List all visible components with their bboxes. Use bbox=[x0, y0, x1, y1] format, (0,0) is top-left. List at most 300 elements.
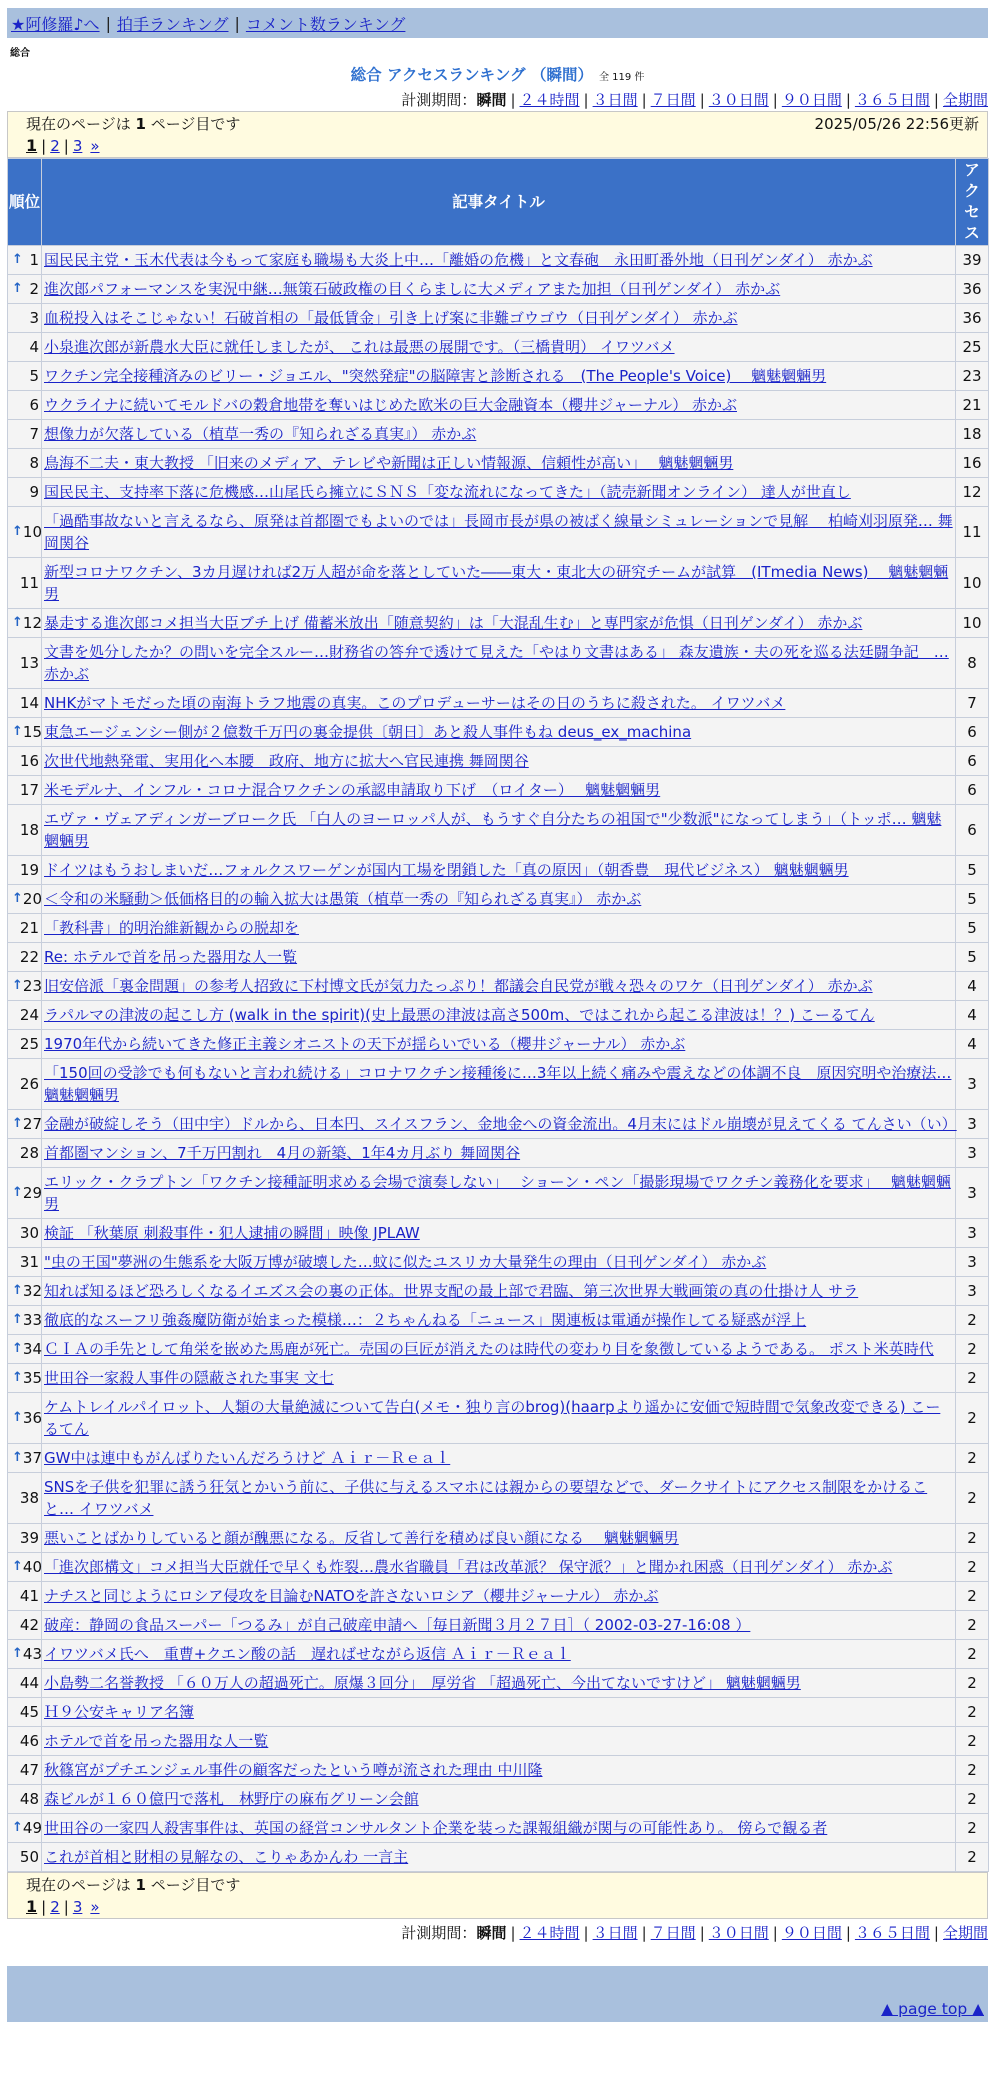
access-count: 2 bbox=[956, 1393, 988, 1443]
rank-cell bbox=[8, 1219, 41, 1247]
title-cell bbox=[42, 304, 955, 332]
page-title bbox=[7, 64, 988, 89]
table-row bbox=[8, 1335, 988, 1363]
rank-cell bbox=[8, 1582, 41, 1610]
table-row bbox=[8, 1393, 988, 1443]
rank-number: 43 bbox=[22, 1645, 42, 1663]
period-separator: | bbox=[583, 91, 589, 109]
period-link-5[interactable]: ９０日間 bbox=[781, 1924, 842, 1942]
rank-cell bbox=[8, 507, 41, 557]
arrow-up-icon: ↑ bbox=[12, 1410, 23, 1425]
period-label: 計測期間： bbox=[401, 1924, 477, 1942]
rank-cell bbox=[8, 1473, 41, 1523]
current-page-text: 現在のページは 1 ページ目です bbox=[26, 1876, 241, 1894]
table-row bbox=[8, 478, 988, 506]
period-separator: | bbox=[845, 91, 851, 109]
arrow-up-icon: ↑ bbox=[12, 615, 23, 630]
table-row bbox=[8, 609, 988, 637]
article-link[interactable]: 首都圏マンション、7千万円割れ 4月の新築、1年4カ月ぶり 舞岡関谷 bbox=[44, 1144, 521, 1162]
article-link[interactable]: 破産：静岡の食品スーパー「つるみ」が自己破産申請へ［毎日新聞３月２７日］（ 2002-03-27-16:08 ） bbox=[44, 1616, 751, 1634]
title-cell bbox=[42, 1669, 955, 1697]
period-separator: | bbox=[699, 91, 705, 109]
rank-cell bbox=[8, 1785, 41, 1813]
arrow-up-icon: ↑ bbox=[12, 1559, 23, 1574]
page-next-link[interactable]: » bbox=[90, 137, 100, 155]
article-link[interactable]: ＜令和の米騒動＞低価格目的の輸入拡大は愚策（植草一秀の『知られざる真実』） 赤かぶ bbox=[44, 890, 642, 908]
rank-number: 2 bbox=[29, 280, 39, 298]
article-link[interactable]: 徹底的なスーフリ強姦魔防衛が始まった模様…：２ちゃんねる「ニュース」関連板は電通が操作してる疑惑が浮上 bbox=[44, 1311, 807, 1329]
title-cell bbox=[42, 1306, 955, 1334]
article-link[interactable]: ドイツはもうおしまいだ…フォルクスワーゲンが国内工場を閉鎖した「真の原因」（朝香豊 現代ビジネス） 魑魅魍魎男 bbox=[44, 861, 849, 879]
rank-number: 10 bbox=[22, 523, 42, 541]
period-link-3[interactable]: ７日間 bbox=[650, 91, 696, 109]
arrow-up-icon: ↑ bbox=[12, 524, 23, 539]
article-link[interactable]: 悪いことばかりしていると顔が醜悪になる。反省して善行を積めば良い顔になる 魑魅魍魎男 bbox=[44, 1529, 679, 1547]
access-count: 6 bbox=[956, 805, 988, 855]
table-row bbox=[8, 333, 988, 361]
period-link-5[interactable]: ９０日間 bbox=[781, 91, 842, 109]
arrow-up-icon: ↑ bbox=[12, 724, 23, 739]
article-link[interactable]: ホテルで首を吊った器用な人一覧 bbox=[44, 1732, 269, 1750]
period-link-2[interactable]: ３日間 bbox=[592, 1924, 638, 1942]
access-count: 3 bbox=[956, 1059, 988, 1109]
period-link-3[interactable]: ７日間 bbox=[650, 1924, 696, 1942]
arrow-up-icon: ↑ bbox=[12, 281, 23, 296]
rank-number: 16 bbox=[19, 752, 39, 770]
rank-number: 1 bbox=[29, 251, 39, 269]
title-cell bbox=[42, 805, 955, 855]
rank-cell bbox=[8, 1553, 41, 1581]
rank-number: 25 bbox=[19, 1035, 39, 1053]
title-cell bbox=[42, 420, 955, 448]
arrow-up-icon: ↑ bbox=[12, 1370, 23, 1385]
title-cell bbox=[42, 1393, 955, 1443]
article-link[interactable]: 米モデルナ、インフル・コロナ混合ワクチンの承認申請取り下げ （ロイター） 魑魅魍魎男 bbox=[44, 781, 661, 799]
access-count: 2 bbox=[956, 1727, 988, 1755]
period-separator: | bbox=[510, 1924, 516, 1942]
table-row bbox=[8, 246, 988, 274]
table-row bbox=[8, 943, 988, 971]
rank-number: 42 bbox=[19, 1616, 39, 1634]
title-cell bbox=[42, 1698, 955, 1726]
table-row bbox=[8, 362, 988, 390]
rank-cell bbox=[8, 1756, 41, 1784]
title-cell bbox=[42, 507, 955, 557]
page-separator: | bbox=[63, 137, 69, 155]
table-row bbox=[8, 1640, 988, 1668]
article-link[interactable]: 金融が破綻しそう（田中宇）ドルから、日本円、スイスフラン、金地金への資金流出。4月末にはドル崩壊が見えてくる てんさい（い） bbox=[44, 1115, 957, 1133]
access-count: 5 bbox=[956, 914, 988, 942]
rank-cell bbox=[8, 1698, 41, 1726]
article-link[interactable]: 小泉進次郎が新農水大臣に就任しましたが、 これは最悪の展開です。（三橋貴明） イワツバメ bbox=[44, 338, 675, 356]
access-count: 3 bbox=[956, 1168, 988, 1218]
period-link-1[interactable]: ２４時間 bbox=[519, 91, 580, 109]
access-count: 2 bbox=[956, 1582, 988, 1610]
table-row bbox=[8, 507, 988, 557]
rank-number: 46 bbox=[19, 1732, 39, 1750]
title-cell bbox=[42, 1582, 955, 1610]
article-link[interactable]: 新型コロナワクチン、3カ月遅ければ2万人超が命を落としていた――東大・東北大の研究チームが試算 (ITmedia News) 魑魅魍魎男 bbox=[44, 563, 949, 603]
rank-cell bbox=[8, 1277, 41, 1305]
title-cell bbox=[42, 689, 955, 717]
nav-separator: | bbox=[105, 13, 111, 33]
title-cell bbox=[42, 391, 955, 419]
access-count: 2 bbox=[956, 1611, 988, 1639]
article-link[interactable]: 秋篠宮がプチエンジェル事件の顧客だったという噂が流された理由 中川隆 bbox=[44, 1761, 543, 1779]
title-cell bbox=[42, 1219, 955, 1247]
access-count: 2 bbox=[956, 1669, 988, 1697]
title-cell bbox=[42, 1843, 955, 1871]
title-cell bbox=[42, 1059, 955, 1109]
article-link[interactable]: 「教科書」的明治維新観からの脱却を bbox=[44, 919, 300, 937]
period-link-1[interactable]: ２４時間 bbox=[519, 1924, 580, 1942]
article-link[interactable]: これが首相と財相の見解なの、こりゃあかんわ 一言主 bbox=[44, 1848, 409, 1866]
article-link[interactable]: 東急エージェンシー側が２億数千万円の裏金提供〔朝日〕あと殺人事件もね deus_ex_machina bbox=[44, 723, 692, 741]
rank-cell bbox=[8, 1168, 41, 1218]
rank-cell bbox=[8, 1364, 41, 1392]
access-count: 4 bbox=[956, 1001, 988, 1029]
title-cell bbox=[42, 1640, 955, 1668]
title-cell bbox=[42, 1335, 955, 1363]
updated-timestamp: 2025/05/26 22:56更新 bbox=[814, 115, 979, 133]
article-link[interactable]: 文書を処分したか？の問いを完全スルー…財務省の答弁で透けて見えた「やはり文書はある」 森友遺族・夫の死を巡る法廷闘争記 … 赤かぶ bbox=[44, 643, 949, 683]
title-cell bbox=[42, 1727, 955, 1755]
article-link[interactable]: GW中は連中もがんばりたいんだろうけど Ａｉｒ－Ｒｅａｌ bbox=[44, 1449, 451, 1467]
ranking-table bbox=[7, 158, 989, 1872]
page-title-text: 総合 アクセスランキング （瞬間） bbox=[350, 66, 593, 84]
table-row bbox=[8, 1001, 988, 1029]
header-access: アクセス bbox=[956, 159, 988, 245]
article-link[interactable]: 森ビルが１６０億円で落札 林野庁の麻布グリーン会館 bbox=[44, 1790, 419, 1808]
title-cell bbox=[42, 1473, 955, 1523]
rank-cell bbox=[8, 1001, 41, 1029]
article-link[interactable]: "虫の王国"夢洲の生態系を大阪万博が破壊した…蚊に似たユスリカ大量発生の理由（日刊ゲンダイ） 赤かぶ bbox=[44, 1253, 767, 1271]
rank-cell bbox=[8, 914, 41, 942]
article-link[interactable]: 暴走する進次郎コメ担当大臣ブチ上げ 備蓄米放出「随意契約」は「大混乱生む」と専門家が危惧（日刊ゲンダイ） 赤かぶ bbox=[44, 614, 863, 632]
access-count: 2 bbox=[956, 1444, 988, 1472]
table-row bbox=[8, 1669, 988, 1697]
rank-number: 12 bbox=[22, 614, 42, 632]
rank-number: 6 bbox=[29, 396, 39, 414]
category-label: 総合 bbox=[10, 48, 30, 59]
access-count: 2 bbox=[956, 1843, 988, 1871]
rank-cell bbox=[8, 1059, 41, 1109]
access-count: 10 bbox=[956, 558, 988, 608]
title-cell bbox=[42, 1168, 955, 1218]
article-link[interactable]: 「進次郎構文」コメ担当大臣就任で早くも炸裂…農水省職員「君は改革派？ 保守派？」と聞かれ困惑（日刊ゲンダイ） 赤かぶ bbox=[44, 1558, 893, 1576]
rank-cell bbox=[8, 1393, 41, 1443]
rank-cell bbox=[8, 558, 41, 608]
article-link[interactable]: Re: ホテルで首を吊った器用な人一覧 bbox=[44, 948, 298, 966]
period-link-7[interactable]: 全期間 bbox=[942, 91, 988, 109]
title-cell bbox=[42, 1756, 955, 1784]
rank-number: 5 bbox=[29, 367, 39, 385]
page-top-link[interactable]: ▲ page top ▲ bbox=[881, 2000, 984, 2018]
arrow-up-icon: ↑ bbox=[12, 891, 23, 906]
table-row bbox=[8, 1843, 988, 1871]
table-row bbox=[8, 1756, 988, 1784]
table-row bbox=[8, 1814, 988, 1842]
rank-cell bbox=[8, 885, 41, 913]
pager-top bbox=[7, 111, 988, 158]
rank-number: 20 bbox=[22, 890, 42, 908]
article-link[interactable]: 1970年代から続いてきた修正主義シオニストの天下が揺らいでいる（櫻井ジャーナル） 赤かぶ bbox=[44, 1035, 686, 1053]
article-link[interactable]: 「過酷事故ないと言えるなら、原発は首都圏でもよいのでは」長岡市長が県の被ばく線量シミュレーションで見解 柏崎刈羽原発… 舞岡関谷 bbox=[44, 512, 953, 552]
rank-number: 8 bbox=[29, 454, 39, 472]
page-links bbox=[26, 1896, 979, 1918]
article-link[interactable]: エリック・クラプトン「ワクチン接種証明求める会場で演奏しない」 ショーン・ペン「撮影現場でワクチン義務化を要求」 魑魅魍魎男 bbox=[44, 1173, 951, 1213]
rank-cell bbox=[8, 1524, 41, 1552]
article-link[interactable]: イワツバメ氏へ 重曹+クエン酸の話 遅ればせながら返信 Ａｉｒ－Ｒｅａｌ bbox=[44, 1645, 571, 1663]
access-count: 3 bbox=[956, 1277, 988, 1305]
rank-number: 32 bbox=[22, 1282, 42, 1300]
arrow-up-icon: ↑ bbox=[12, 978, 23, 993]
page-separator: | bbox=[41, 1898, 47, 1916]
page-link-3[interactable]: 3 bbox=[72, 1898, 83, 1916]
title-cell bbox=[42, 1553, 955, 1581]
rank-number: 50 bbox=[19, 1848, 39, 1866]
table-row bbox=[8, 1059, 988, 1109]
article-link[interactable]: SNSを子供を犯罪に誘う狂気とかいう前に、子供に与えるスマホには親からの要望などで、ダークサイトにアクセス制限をかけること… イワツバメ bbox=[44, 1478, 928, 1518]
article-link[interactable]: エヴァ・ヴェアディンガーブローク氏 「白人のヨーロッパ人が、もうすぐ自分たちの祖国で"少数派"になってしまう」（トッポ… 魑魅魍魎男 bbox=[44, 810, 942, 850]
nav-link-comment-ranking[interactable]: コメント数ランキング bbox=[245, 14, 406, 34]
arrow-up-icon: ↑ bbox=[12, 1185, 23, 1200]
rank-number: 28 bbox=[19, 1144, 39, 1162]
access-count: 2 bbox=[956, 1306, 988, 1334]
rank-cell bbox=[8, 362, 41, 390]
rank-number: 40 bbox=[22, 1558, 42, 1576]
rank-number: 7 bbox=[29, 425, 39, 443]
period-separator: | bbox=[845, 1924, 851, 1942]
table-row bbox=[8, 972, 988, 1000]
rank-cell bbox=[8, 1110, 41, 1138]
table-row bbox=[8, 1110, 988, 1138]
arrow-up-icon: ↑ bbox=[12, 1283, 23, 1298]
title-cell bbox=[42, 478, 955, 506]
rank-cell bbox=[8, 638, 41, 688]
page-next-link[interactable]: » bbox=[90, 1898, 100, 1916]
article-link[interactable]: NHKがマトモだった頃の南海トラフ地震の真実。このプロデューサーはその日のうちに殺された。 イワツバメ bbox=[44, 694, 786, 712]
period-link-2[interactable]: ３日間 bbox=[592, 91, 638, 109]
access-count: 2 bbox=[956, 1553, 988, 1581]
article-link[interactable]: Ｈ９公安キャリア名簿 bbox=[44, 1703, 195, 1721]
article-link[interactable]: 進次郎パフォーマンスを実況中継…無策石破政権の目くらましに大メディアまた加担（日刊ゲンダイ） 赤かぶ bbox=[44, 280, 781, 298]
article-link[interactable]: 小島勢二名誉教授 「６０万人の超過死亡。原爆３回分」 厚労省 「超過死亡、今出てないですけど」 魑魅魍魎男 bbox=[44, 1674, 801, 1692]
period-link-4[interactable]: ３０日間 bbox=[708, 91, 769, 109]
title-cell bbox=[42, 333, 955, 361]
rank-number: 39 bbox=[19, 1529, 39, 1547]
article-link[interactable]: ラパルマの津波の起こし方 (walk in the spirit)(史上最悪の津波は高さ500m、ではこれから起こる津波は！？) こーるてん bbox=[44, 1006, 875, 1024]
page-links bbox=[26, 135, 979, 157]
rank-cell bbox=[8, 689, 41, 717]
article-link[interactable]: 知れば知るほど恐ろしくなるイエズス会の裏の正体。世界支配の最上部で君臨、第三次世界大戦画策の真の仕掛け人 サラ bbox=[44, 1282, 859, 1300]
access-count: 2 bbox=[956, 1785, 988, 1813]
article-link[interactable]: ケムトレイルパイロット、人類の大量絶滅について告白(メモ・独り言のbrog)(haarpより遥かに安価で短時間で気象改変できる) こーるてん bbox=[44, 1398, 941, 1438]
article-link[interactable]: ＣＩＡの手先として角栄を嵌めた馬鹿が死亡。売国の巨匠が消えたのは時代の変わり目を象徴しているようである。 ポスト米英時代 bbox=[44, 1340, 934, 1358]
table-row bbox=[8, 1168, 988, 1218]
access-count: 36 bbox=[956, 304, 988, 332]
table-row bbox=[8, 1364, 988, 1392]
table-row bbox=[8, 1248, 988, 1276]
table-row bbox=[8, 914, 988, 942]
title-cell bbox=[42, 1524, 955, 1552]
period-link-4[interactable]: ３０日間 bbox=[708, 1924, 769, 1942]
rank-number: 4 bbox=[29, 338, 39, 356]
access-count: 3 bbox=[956, 1110, 988, 1138]
title-cell bbox=[42, 1139, 955, 1167]
article-link[interactable]: 世田谷の一家四人殺害事件は、英国の経営コンサルタント企業を装った課報組織が関与の可能性あり。 傍らで観る者 bbox=[44, 1819, 828, 1837]
arrow-up-icon: ↑ bbox=[12, 1450, 23, 1465]
table-row bbox=[8, 304, 988, 332]
period-link-7[interactable]: 全期間 bbox=[942, 1924, 988, 1942]
title-cell bbox=[42, 1611, 955, 1639]
article-link[interactable]: 血税投入はそこじゃない！石破首相の「最低賃金」引き上げ案に非難ゴウゴウ（日刊ゲンダイ） 赤かぶ bbox=[44, 309, 738, 327]
access-count: 12 bbox=[956, 478, 988, 506]
article-link[interactable]: 鳥海不二夫・東大教授 「旧来のメディア、テレビや新聞は正しい情報源、信頼性が高い」 魑魅魍魎男 bbox=[44, 454, 734, 472]
table-row bbox=[8, 638, 988, 688]
rank-number: 49 bbox=[22, 1819, 42, 1837]
table-row bbox=[8, 1727, 988, 1755]
rank-cell bbox=[8, 1669, 41, 1697]
access-count: 5 bbox=[956, 943, 988, 971]
table-row bbox=[8, 420, 988, 448]
title-cell bbox=[42, 856, 955, 884]
rank-cell bbox=[8, 856, 41, 884]
title-cell bbox=[42, 914, 955, 942]
access-count: 11 bbox=[956, 507, 988, 557]
page-current: 1 bbox=[26, 136, 38, 155]
period-separator: | bbox=[933, 91, 939, 109]
article-link[interactable]: ワクチン完全接種済みのビリー・ジョエル、"突然発症"の脳障害と診断される (The People's Voice) 魑魅魍魎男 bbox=[44, 367, 827, 385]
rank-cell bbox=[8, 1139, 41, 1167]
table-row bbox=[8, 1582, 988, 1610]
table-row bbox=[8, 776, 988, 804]
title-cell bbox=[42, 1785, 955, 1813]
article-link[interactable]: 「150回の受診でも何もないと言われ続ける」コロナワクチン接種後に…3年以上続く痛みや震えなどの体調不良 原因究明や治療法… 魑魅魍魎男 bbox=[44, 1064, 952, 1104]
rank-number: 24 bbox=[19, 1006, 39, 1024]
title-cell bbox=[42, 1030, 955, 1058]
rank-number: 27 bbox=[22, 1115, 42, 1133]
arrow-up-icon: ↑ bbox=[12, 1116, 23, 1131]
rank-cell bbox=[8, 1814, 41, 1842]
title-cell bbox=[42, 1444, 955, 1472]
table-row bbox=[8, 1785, 988, 1813]
arrow-up-icon: ↑ bbox=[12, 1820, 23, 1835]
rank-cell bbox=[8, 478, 41, 506]
nav-separator: | bbox=[234, 13, 240, 33]
rank-number: 26 bbox=[19, 1075, 39, 1093]
table-row bbox=[8, 1139, 988, 1167]
rank-number: 9 bbox=[29, 483, 39, 501]
access-count: 4 bbox=[956, 1030, 988, 1058]
title-cell bbox=[42, 558, 955, 608]
access-count: 21 bbox=[956, 391, 988, 419]
article-link[interactable]: 世田谷一家殺人事件の隠蔽された事実 文七 bbox=[44, 1369, 334, 1387]
page-link-2[interactable]: 2 bbox=[50, 137, 60, 155]
rank-cell bbox=[8, 1843, 41, 1871]
article-link[interactable]: 想像力が欠落している（植草一秀の『知られざる真実』） 赤かぶ bbox=[44, 425, 477, 443]
article-link[interactable]: ナチスと同じようにロシア侵攻を目論むNATOを許さないロシア（櫻井ジャーナル） 赤かぶ bbox=[44, 1587, 659, 1605]
header-title: 記事タイトル bbox=[42, 159, 955, 245]
period-link-6[interactable]: ３６５日間 bbox=[854, 91, 930, 109]
rank-number: 3 bbox=[29, 309, 39, 327]
table-row bbox=[8, 391, 988, 419]
rank-number: 19 bbox=[19, 861, 39, 879]
access-count: 6 bbox=[956, 747, 988, 775]
period-current: 瞬間 bbox=[476, 1924, 507, 1942]
article-link[interactable]: 国民民主党・玉木代表は今もって家庭も職場も大炎上中…「離婚の危機」と文春砲 永田町番外地（日刊ゲンダイ） 赤かぶ bbox=[44, 251, 873, 269]
article-link[interactable]: 国民民主、支持率下落に危機感…山尾氏ら擁立にＳＮＳ「変な流れになってきた」（読売新聞オンライン） 達人が世直し bbox=[44, 483, 851, 501]
title-cell bbox=[42, 362, 955, 390]
access-count: 7 bbox=[956, 689, 988, 717]
rank-number: 34 bbox=[22, 1340, 42, 1358]
table-row bbox=[8, 1473, 988, 1523]
title-cell bbox=[42, 1110, 955, 1138]
access-count: 2 bbox=[956, 1698, 988, 1726]
rank-number: 41 bbox=[19, 1587, 39, 1605]
article-link[interactable]: 検証 「秋葉原 刺殺事件・犯人逮捕の瞬間」映像 JPLAW bbox=[44, 1224, 420, 1242]
period-separator: | bbox=[933, 1924, 939, 1942]
table-row bbox=[8, 689, 988, 717]
table-row bbox=[8, 1306, 988, 1334]
access-count: 3 bbox=[956, 1219, 988, 1247]
title-cell bbox=[42, 449, 955, 477]
arrow-up-icon: ↑ bbox=[12, 1312, 23, 1327]
rank-cell bbox=[8, 972, 41, 1000]
rank-cell bbox=[8, 275, 41, 303]
header-rank: 順位 bbox=[8, 159, 41, 245]
article-link[interactable]: 旧安倍派「裏金問題」の参考人招致に下村博文氏が気力たっぷり！都議会自民党が戦々恐々のワケ（日刊ゲンダイ） 赤かぶ bbox=[44, 977, 873, 995]
rank-cell bbox=[8, 1030, 41, 1058]
period-separator: | bbox=[772, 91, 778, 109]
period-link-6[interactable]: ３６５日間 bbox=[854, 1924, 930, 1942]
period-separator: | bbox=[772, 1924, 778, 1942]
access-count: 2 bbox=[956, 1756, 988, 1784]
page-link-3[interactable]: 3 bbox=[72, 137, 83, 155]
rank-number: 18 bbox=[19, 821, 39, 839]
access-count: 5 bbox=[956, 885, 988, 913]
period-separator: | bbox=[583, 1924, 589, 1942]
rank-number: 37 bbox=[22, 1449, 42, 1467]
rank-number: 11 bbox=[19, 574, 39, 592]
title-cell bbox=[42, 885, 955, 913]
access-count: 39 bbox=[956, 246, 988, 274]
title-cell bbox=[42, 638, 955, 688]
rank-number: 29 bbox=[22, 1184, 42, 1202]
title-cell bbox=[42, 776, 955, 804]
article-link[interactable]: ウクライナに続いてモルドバの穀倉地帯を奪いはじめた欧米の巨大金融資本（櫻井ジャーナル） 赤かぶ bbox=[44, 396, 737, 414]
nav-link-asyura[interactable]: ★阿修羅♪へ bbox=[11, 14, 100, 34]
rank-cell bbox=[8, 449, 41, 477]
period-separator: | bbox=[641, 91, 647, 109]
table-row bbox=[8, 449, 988, 477]
rank-cell bbox=[8, 1306, 41, 1334]
period-separator: | bbox=[641, 1924, 647, 1942]
rank-number: 30 bbox=[19, 1224, 39, 1242]
article-link[interactable]: 次世代地熱発電、実用化へ本腰 政府、地方に拡大へ官民連携 舞岡関谷 bbox=[44, 752, 529, 770]
rank-number: 17 bbox=[19, 781, 39, 799]
rank-number: 13 bbox=[19, 654, 39, 672]
page-separator: | bbox=[63, 1898, 69, 1916]
nav-link-clap-ranking[interactable]: 拍手ランキング bbox=[116, 14, 229, 34]
access-count: 3 bbox=[956, 1139, 988, 1167]
table-row bbox=[8, 1444, 988, 1472]
access-count: 2 bbox=[956, 1524, 988, 1552]
access-count: 2 bbox=[956, 1814, 988, 1842]
table-row bbox=[8, 1277, 988, 1305]
rank-cell bbox=[8, 1444, 41, 1472]
page-link-2[interactable]: 2 bbox=[50, 1898, 60, 1916]
